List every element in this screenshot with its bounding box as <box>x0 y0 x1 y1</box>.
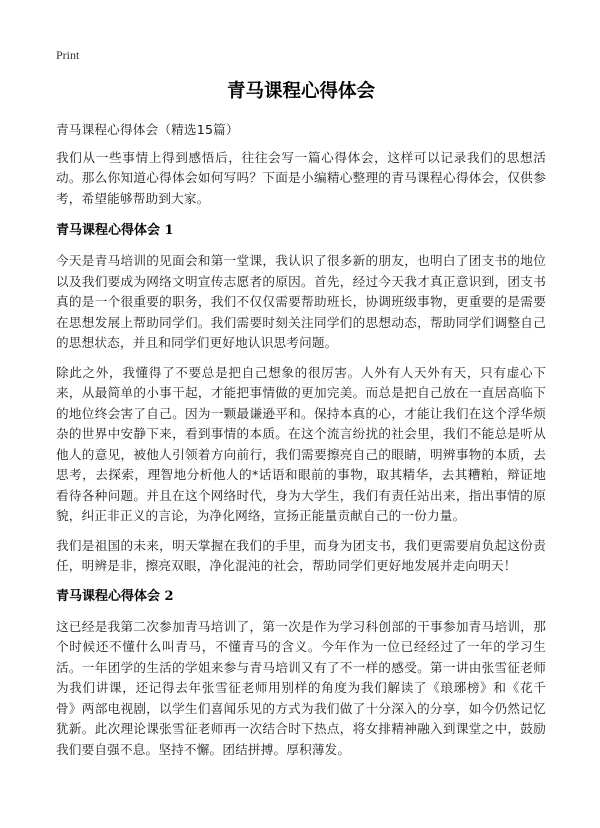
section-2-paragraph-1: 这已经是我第二次参加青马培训了，第一次是作为学习科创部的干事参加青马培训，那个时候还不懂什么叫青马，不懂青马的含义。今年作为一位已经经过了一年的学习生活。一年团学的生活的学姐来参与青马培训又有了不一样的感受。第一讲由张雪征老师为我们讲课，还记得去年张雪征老师用别样的角度为我们解读了《琅琊榜》和《花千骨》两部电视剧，以学生们喜闻乐见的方式为我们做了十分深入的分享，如今仍然记忆犹新。此次理论课张雪征老师再一次结合时下热点，将女排精神融入到课堂之中，鼓励我们要自强不息。坚持不懈。团结拼搏。厚积薄发。 <box>56 618 546 757</box>
section-1-paragraph-3: 我们是祖国的未来，明天掌握在我们的手里，而身为团支书，我们更需要肩负起这份责任，明辨是非，擦亮双眼，净化混沌的社会，帮助同学们更好地发展并走向明天！ <box>56 537 546 573</box>
print-label[interactable]: Print <box>56 48 80 62</box>
section-heading-2: 青马课程心得体会 2 <box>56 588 174 604</box>
section-heading-1: 青马课程心得体会 1 <box>56 223 174 238</box>
intro-paragraph: 我们从一些事情上得到感悟后，往往会写一篇心得体会，这样可以记录我们的思想活动。那么你知道心得体会如何写吗？下面是小编精心整理的青马课程心得体会，仅供参考，希望能够帮助到大家。 <box>56 149 546 206</box>
document-subtitle: 青马课程心得体会（精选15篇） <box>56 122 239 137</box>
document-title: 青马课程心得体会 <box>226 81 375 102</box>
section-1-paragraph-1: 今天是青马培训的见面会和第一堂课，我认识了很多新的朋友，也明白了团支书的地位以及我们要成为网络文明宣传志愿者的原因。首先，经过今天我才真正意识到，团支书真的是一个很重要的职务，我们不仅仅需要帮助班长，协调班级事物，更重要的是需要在思想发展上帮助同学们。我们需要时刻关注同学们的思想动态，帮助同学们调整自己的思想状态，并且和同学们更好地认识思考问题。 <box>56 253 546 350</box>
section-1-paragraph-2: 除此之外，我懂得了不要总是把自己想象的很厉害。人外有人天外有天，只有虚心下来，从最简单的小事干起，才能把事情做的更加完美。而总是把自己放在一直居高临下的地位终会害了自己。因为一颗最谦逊平和。保持本真的心，才能让我们在这个浮华烦杂的世界中安静下来，看到事情的本质。在这个流言纷扰的社会里，我们不能总是听从他人的意见，被他人引领着方向前行，我们需要擦亮自己的眼睛，明辨事物的本质，去思考，去探索，理智地分析他人的*话语和眼前的事物，取其精华，去其糟粕，辩证地看待各种问题。并且在这个网络时代，身为大学生，我们有责任站出来，指出事情的原貌，纠正非正义的言论，为净化网络，宣扬正能量贡献自己的一份力量。 <box>56 364 546 523</box>
